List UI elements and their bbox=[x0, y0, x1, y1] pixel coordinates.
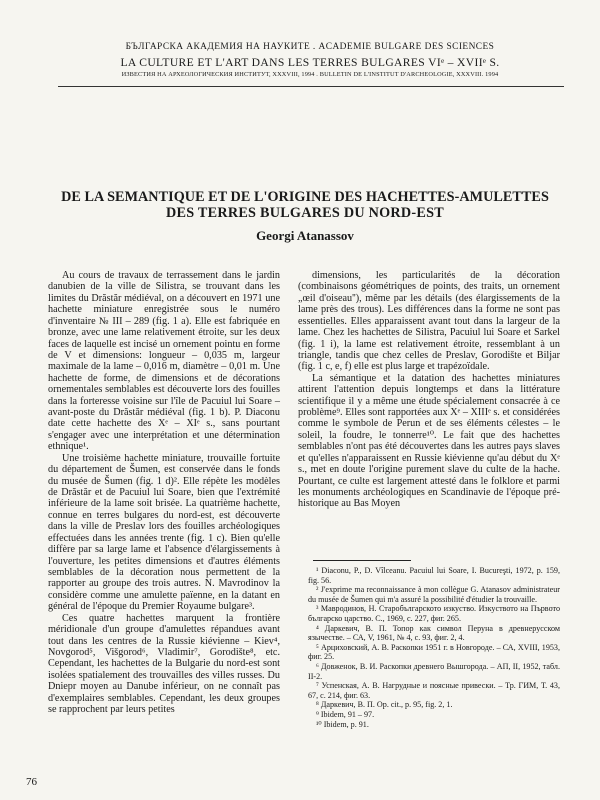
footnote: ⁸ Даркевич, В. П. Ор. cit., р. 95, fig. 2, 1. bbox=[316, 700, 453, 710]
footnote: ⁶ Довженок, В. И. Раскопки древнего Вышгорода. – АП, II, 1952, табл. II-2. bbox=[308, 661, 560, 681]
footnote: ⁷ Успенская, А. В. Нагрудные и поясные привески. – Тр. ГИМ, Т. 43, 67, с. 214, фиг. 63. bbox=[308, 681, 560, 700]
paragraph: Ces quatre hachettes marquent la frontière méridionale d'un groupe d'amulettes répandues avant tout dans les centres de la Russie kiévienne – Kiev⁴, Novgorod⁵, Višgorod⁶, Vladimir⁷, Gorodište⁸, etc. Cependant, les hachettes de la Bulgarie du nord-est sont isolées spatialement des trouvailles des villes russes. Du Dniepr moyen au Danube inférieur, on ne connaît pas d'exemplaires semblables. Cependant, les deux groupes se rapprochent par leurs petites bbox=[48, 612, 280, 716]
paragraph: La sémantique et la datation des hachettes miniatures attirent l'attention depuis longtemps et dans la littérature scientifique il y a même une étude spécialement consacrée à ce problème⁹. Elles sont rapportées aux Xᵉ – XIIIᵉ s. et considérées comme le symbole de Perun et de ses éléments célestes – le soleil, la foudre, le tonnerre¹⁰. Le fait que des hachettes semblables n'ont pas été découvertes dans les autres pays slaves et qu'elles n'apparaissent en Russie kiévienne qu'au début du Xᵉ s., met en doute l'origine purement slave du culte de la hache. Pourtant, ce culte est largement attesté dans le folklore et parmi les monuments archéologiques en Scandinavie de l'époque pré-historique au Bas Moyen bbox=[298, 372, 560, 510]
footnote: ⁹ Ibidem, 91 – 97. bbox=[316, 709, 375, 719]
article-title-line-1: DE LA SEMANTIQUE ET DE L'ORIGINE DES HACHETTES-AMULETTES bbox=[61, 189, 549, 205]
paragraph: Au cours de travaux de terrassement dans le jardin danubien de la ville de Silistra, se trouvant dans les limites du Drăstăr médiéval, on a découvert en 1971 une hachette miniature enregistrée sous le numéro d'inventaire № III – 289 (fig. 1 a). Elle est fabriquée en bronze, avec une lame relativement étroite, sur les deux faces de laquelle est incisé un ornement pointu en forme de V et dimensions: longueur – 0,035 m, largeur maximale de la lame – 0,016 m, diamètre – 0,01 m. Une hachette de forme, de dimensions et de décorations ornementales semblables est découverte lors des fouilles dans la forteresse voisine sur l'île de Pacuiul lui Soare – avant-poste du Drăstăr médiéval (fig. 1 b). P. Diaconu date cette hachette des Xᵉ – XIᵉ s., sans pourtant s'engager avec une interprétation et une détermination ethnique¹. bbox=[48, 270, 280, 453]
footnote: ² J'exprime ma reconnaissance à mon collègue G. Atanasov administrateur du musée de Šumen qui m'a assuré la possibilité d'étudier la trouvaille. bbox=[308, 585, 560, 604]
bulletin-line: ИЗВЕСТИЯ НА АРХЕОЛОГИЧЕСКИЯ ИНСТИТУТ, XXXVIII, 1994 . BULLETIN DE L'INSTITUT D'ARCHEOLOGIE, XXXVIII. 1994 bbox=[121, 71, 499, 78]
footnote-rule bbox=[313, 560, 411, 561]
header-rule bbox=[58, 86, 564, 87]
paragraph: Une troisième hachette miniature, trouvaille fortuite du département de Šumen, est conservée dans le fonds du musée de Šumen (fig. 1 d)². Elle répète les modèles de Drăstăr et de Pacuiul lui Soare, bien que l'extrémité inférieure de la lame soit brisée. La quatrième hachette, connue en terres bulgares du nord-est, est découverte dans la ville de Preslav lors des fouilles archéologiques effectuées dans les années trente (fig. 1 c). Bien qu'elle diffère par sa large lame et l'absence d'élargissements à l'ouverture, les petites dimensions et d'autres éléments semblables de la décoration nous permettent de la rapporter au groupe des trois autres. N. Mavrodinov la considère comme une amulette païenne, en la datant en général de l'époque du Premier Royaume bulgare³. bbox=[48, 452, 280, 613]
footnote: ⁵ Арциховский, А. В. Раскопки 1951 г. в Новгороде. – СА, XVIII, 1953, фиг. 25. bbox=[308, 642, 560, 662]
paragraph: dimensions, les particularités de la décoration (combinaisons géométriques de points, des traits, un ornement „œil d'oiseau''), même par les détails (des élargissements de la lame près des trous). Les différences dans la forme ne sont pas essentielles. Elles apparaissent avant tout dans la largeur de la lame. Chez les hachettes de Silistra, Pacuiul lui Soare et Sarkel (fig. 1 i), la lame est relativement étroite, ressemblant à un triangle, tandis que chez celles de Preslav, Gorodište et Biljar (fig. 1 c, e, f) elle est plus large et trapézoïdale. bbox=[298, 270, 560, 373]
footnote: ³ Мавродинов, Н. Старобългарското изкуство. Изкуството на Първото българско царство. С., 1969, с. 227, фиг. 265. bbox=[308, 604, 560, 623]
academy-header: БЪЛГАРСКА АКАДЕМИЯ НА НАУКИТЕ . ACADEMIE BULGARE DES SCIENCES bbox=[125, 42, 495, 52]
footnote: ⁴ Даркевич, В. П. Топор как символ Перуна в древнерусском язычестве. – СА, V, 1961, № 4, с. 93, фиг. 2, 4. bbox=[308, 623, 560, 643]
text-column-left bbox=[48, 270, 280, 715]
footnote: ¹ Diaconu, P., D. Vîlceanu. Pacuiul lui Soare, I. Bucureşti, 1972, p. 159, fig. 56. bbox=[308, 566, 560, 585]
page-number: 76 bbox=[26, 776, 37, 788]
author-name: Georgi Atanassov bbox=[256, 228, 354, 243]
series-title: LA CULTURE ET L'ART DANS LES TERRES BULGARES VIᵉ – XVIIᵉ S. bbox=[120, 56, 500, 69]
article-title-line-2: DES TERRES BULGARES DU NORD-EST bbox=[166, 205, 444, 221]
footnote: ¹⁰ Ibidem, p. 91. bbox=[316, 719, 369, 729]
text-column-right bbox=[298, 270, 560, 510]
footnotes bbox=[308, 566, 560, 729]
